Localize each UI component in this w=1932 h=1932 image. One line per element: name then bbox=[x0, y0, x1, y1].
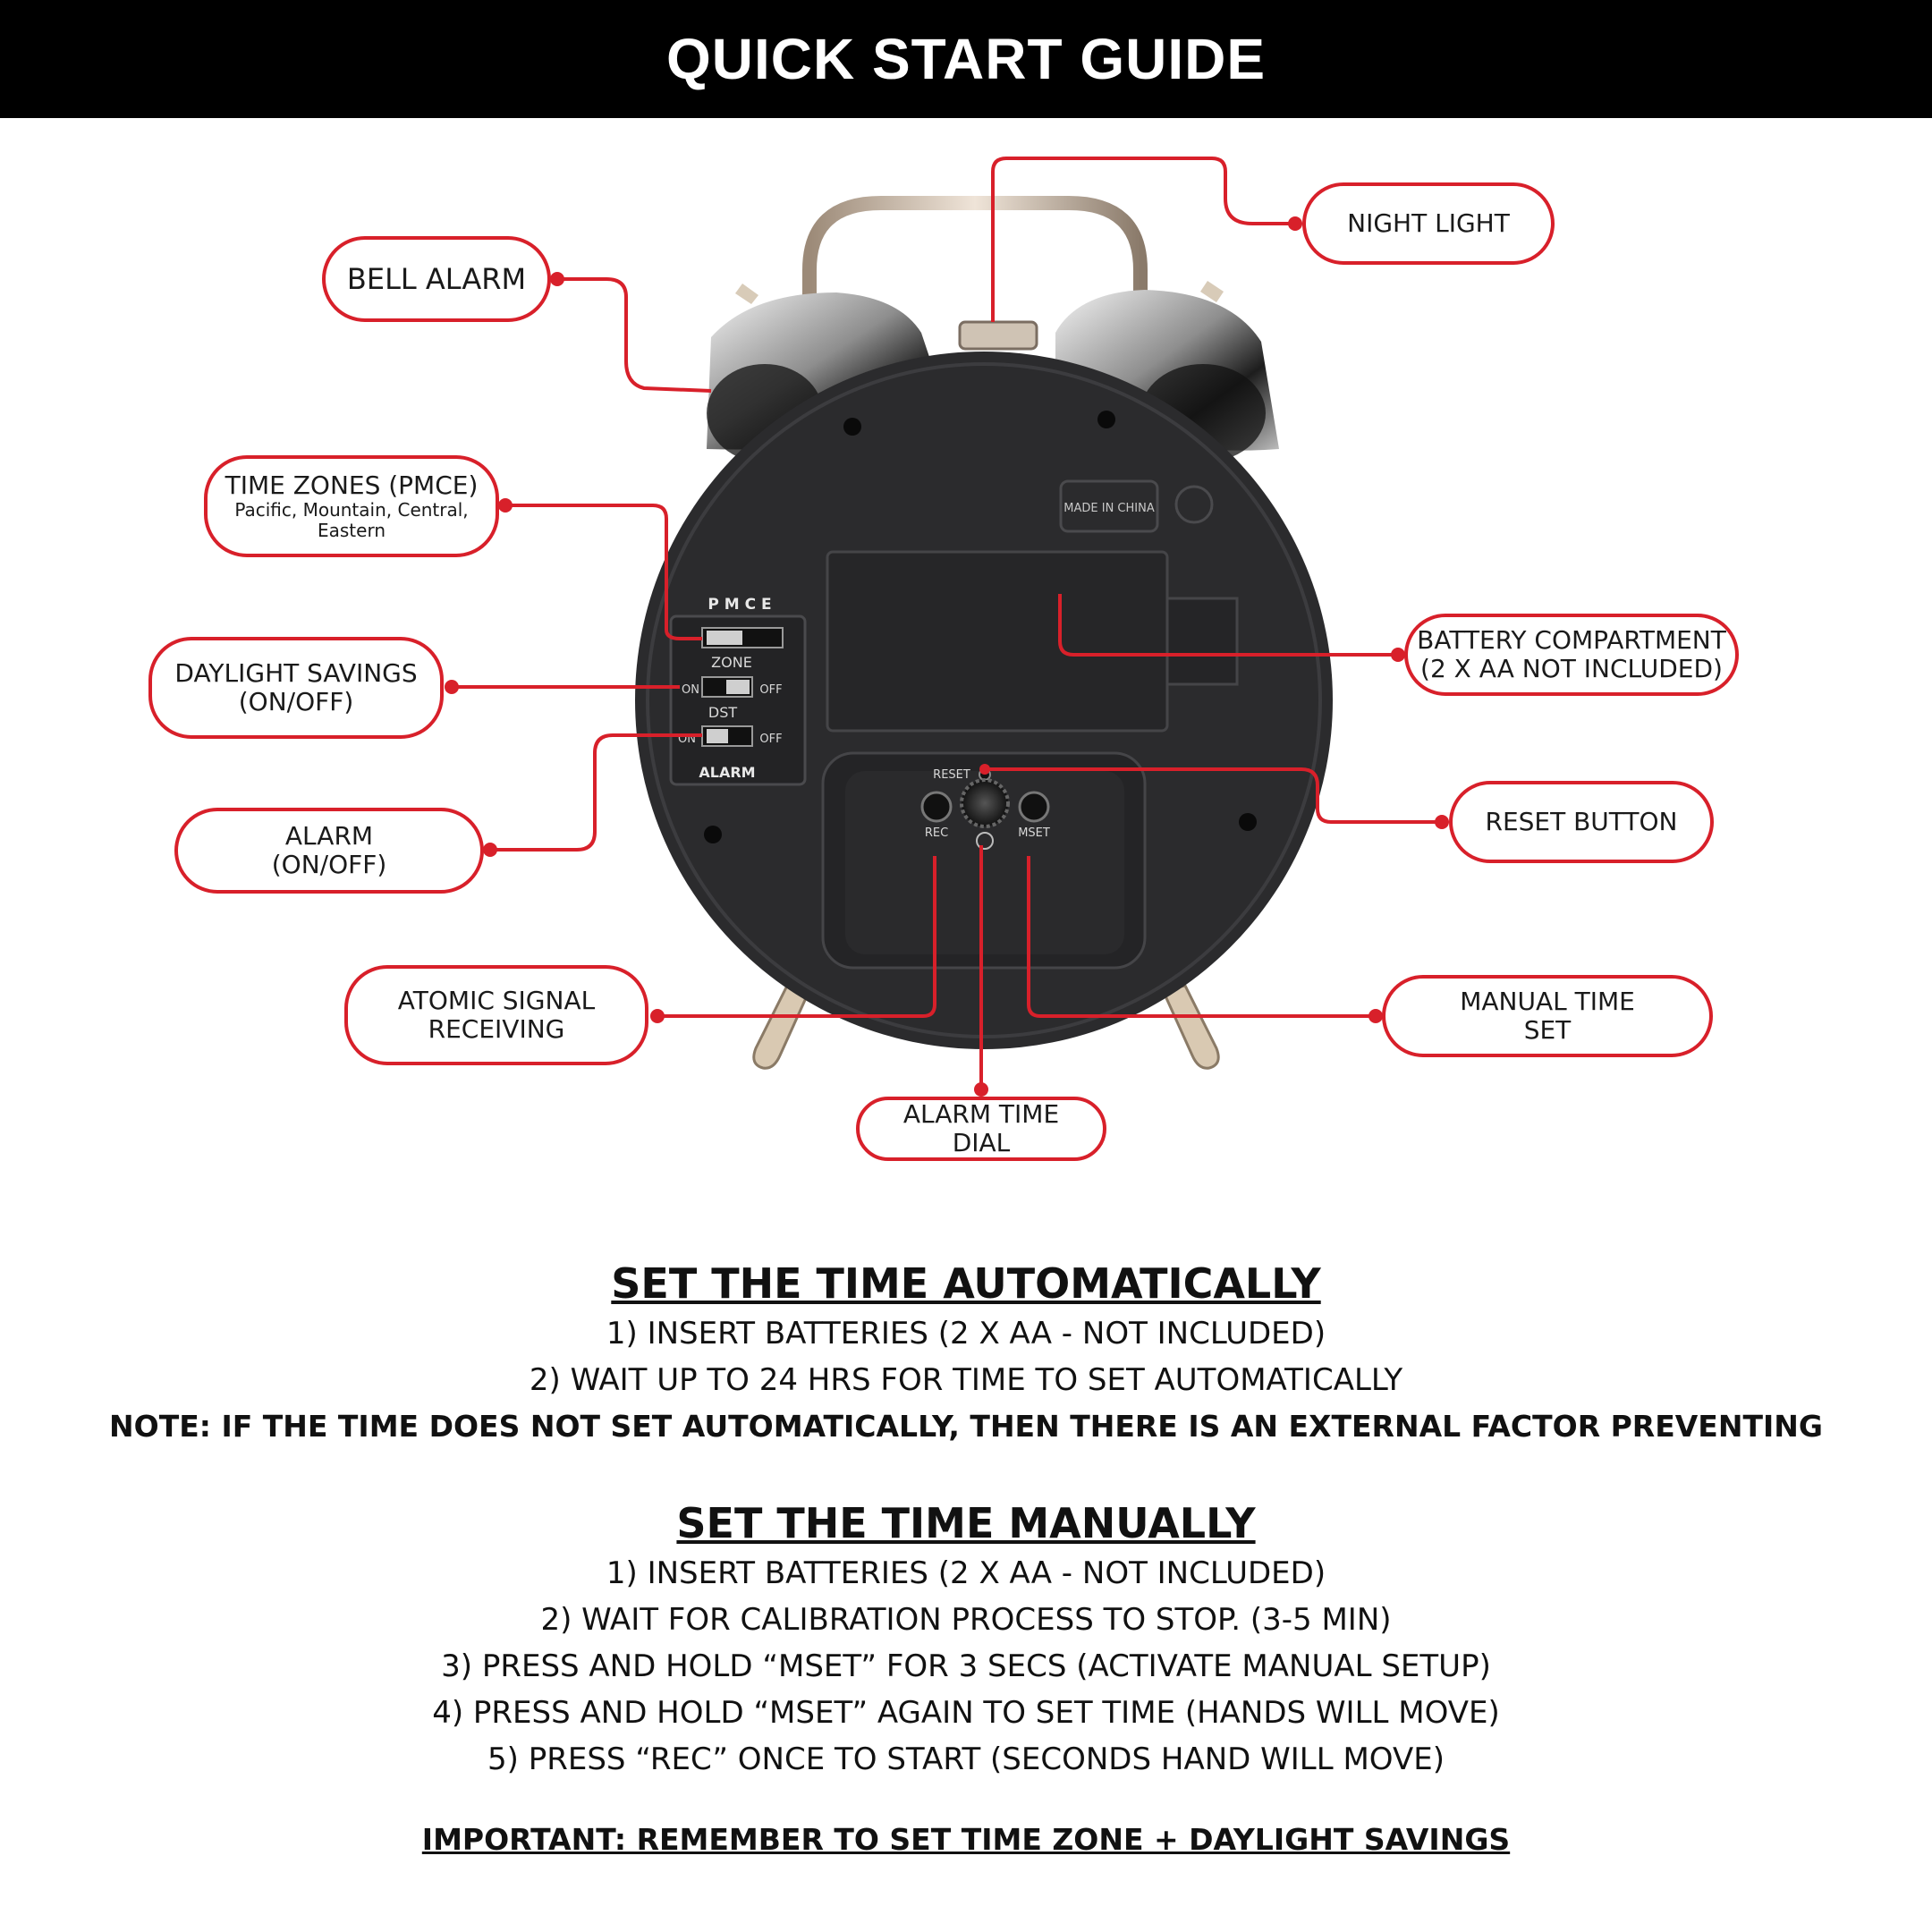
night-light-label: NIGHT LIGHT bbox=[1347, 208, 1510, 238]
daylight-savings-label-2: (ON/OFF) bbox=[238, 687, 354, 716]
manual-label: MANUAL TIME bbox=[1460, 987, 1635, 1016]
page-title: QUICK START GUIDE bbox=[665, 27, 1267, 91]
manual-label-2: SET bbox=[1523, 1015, 1572, 1045]
alarm-dial-label-2: DIAL bbox=[952, 1128, 1011, 1157]
manual-step: 1) INSERT BATTERIES (2 X AA - NOT INCLUDED) bbox=[606, 1555, 1326, 1591]
manual-section-title: SET THE TIME MANUALLY bbox=[676, 1499, 1256, 1547]
battery-label-2: (2 X AA NOT INCLUDED) bbox=[1420, 654, 1723, 683]
battery-label: BATTERY COMPARTMENT bbox=[1417, 625, 1726, 655]
alarm-on-label: ON bbox=[678, 733, 696, 746]
title-bar bbox=[0, 0, 1932, 118]
important-note: IMPORTANT: REMEMBER TO SET TIME ZONE + DAYLIGHT SAVINGS bbox=[421, 1822, 1511, 1857]
callout-bell-alarm bbox=[322, 236, 551, 322]
manual-step: 4) PRESS AND HOLD “MSET” AGAIN TO SET TIME (HANDS WILL MOVE) bbox=[432, 1695, 1500, 1731]
atomic-label-2: RECEIVING bbox=[428, 1014, 565, 1044]
manual-step: 5) PRESS “REC” ONCE TO START (SECONDS HAND WILL MOVE) bbox=[487, 1741, 1445, 1777]
reset-button-label: RESET BUTTON bbox=[1485, 807, 1678, 836]
bell-alarm-label: BELL ALARM bbox=[346, 262, 527, 296]
zone-letters: P M C E bbox=[708, 596, 772, 614]
manual-step: 2) WAIT FOR CALIBRATION PROCESS TO STOP. (3-5 MIN) bbox=[540, 1602, 1392, 1638]
zone-label: ZONE bbox=[711, 654, 752, 671]
alarm-time-dial[interactable] bbox=[962, 780, 1008, 826]
daylight-savings-label: DAYLIGHT SAVINGS bbox=[174, 658, 418, 688]
callout-atomic-signal bbox=[344, 965, 648, 1065]
alarm-switch-label: ALARM bbox=[699, 764, 756, 781]
time-zones-label: TIME ZONES (PMCE) bbox=[225, 470, 479, 500]
switch-panel bbox=[671, 596, 805, 784]
callout-time-zones bbox=[204, 455, 499, 557]
alarm-label: ALARM bbox=[284, 821, 374, 851]
auto-section-title: SET THE TIME AUTOMATICALLY bbox=[611, 1259, 1321, 1308]
stamp-text: MADE IN CHINA bbox=[1063, 502, 1155, 515]
rec-button[interactable] bbox=[922, 792, 951, 821]
callout-manual-time-set bbox=[1382, 975, 1713, 1057]
battery-compartment-door bbox=[827, 552, 1167, 731]
battery-latch bbox=[1167, 598, 1237, 684]
auto-step: 2) WAIT UP TO 24 HRS FOR TIME TO SET AUTOMATICALLY bbox=[529, 1362, 1403, 1398]
rec-label: REC bbox=[924, 826, 949, 840]
time-zones-sublabel: Pacific, Mountain, Central, Eastern bbox=[234, 499, 469, 541]
callout-night-light bbox=[1302, 182, 1555, 265]
callout-battery-compartment bbox=[1404, 614, 1739, 696]
callout-alarm-time-dial bbox=[856, 1097, 1106, 1161]
alarm-off-label: OFF bbox=[759, 733, 783, 746]
alarm-dial-label: ALARM TIME bbox=[902, 1099, 1060, 1129]
manual-step: 3) PRESS AND HOLD “MSET” FOR 3 SECS (ACTIVATE MANUAL SETUP) bbox=[441, 1648, 1491, 1684]
dst-on-label: ON bbox=[682, 683, 699, 697]
callout-daylight-savings bbox=[148, 637, 444, 739]
callout-alarm bbox=[174, 808, 484, 894]
reset-label: RESET bbox=[933, 768, 970, 782]
instructions bbox=[0, 1257, 1932, 1893]
auto-note: NOTE: IF THE TIME DOES NOT SET AUTOMATICALLY, THEN THERE IS AN EXTERNAL FACTOR PREVENTING bbox=[109, 1409, 1823, 1444]
mset-label: MSET bbox=[1018, 826, 1050, 840]
auto-step: 1) INSERT BATTERIES (2 X AA - NOT INCLUDED) bbox=[606, 1316, 1326, 1352]
callout-reset-button bbox=[1449, 781, 1714, 863]
dst-off-label: OFF bbox=[759, 683, 783, 697]
handle-hinge bbox=[960, 322, 1037, 349]
atomic-label: ATOMIC SIGNAL bbox=[397, 986, 596, 1015]
dst-label: DST bbox=[708, 704, 738, 721]
mset-button[interactable] bbox=[1020, 792, 1048, 821]
alarm-label-2: (ON/OFF) bbox=[271, 850, 387, 879]
